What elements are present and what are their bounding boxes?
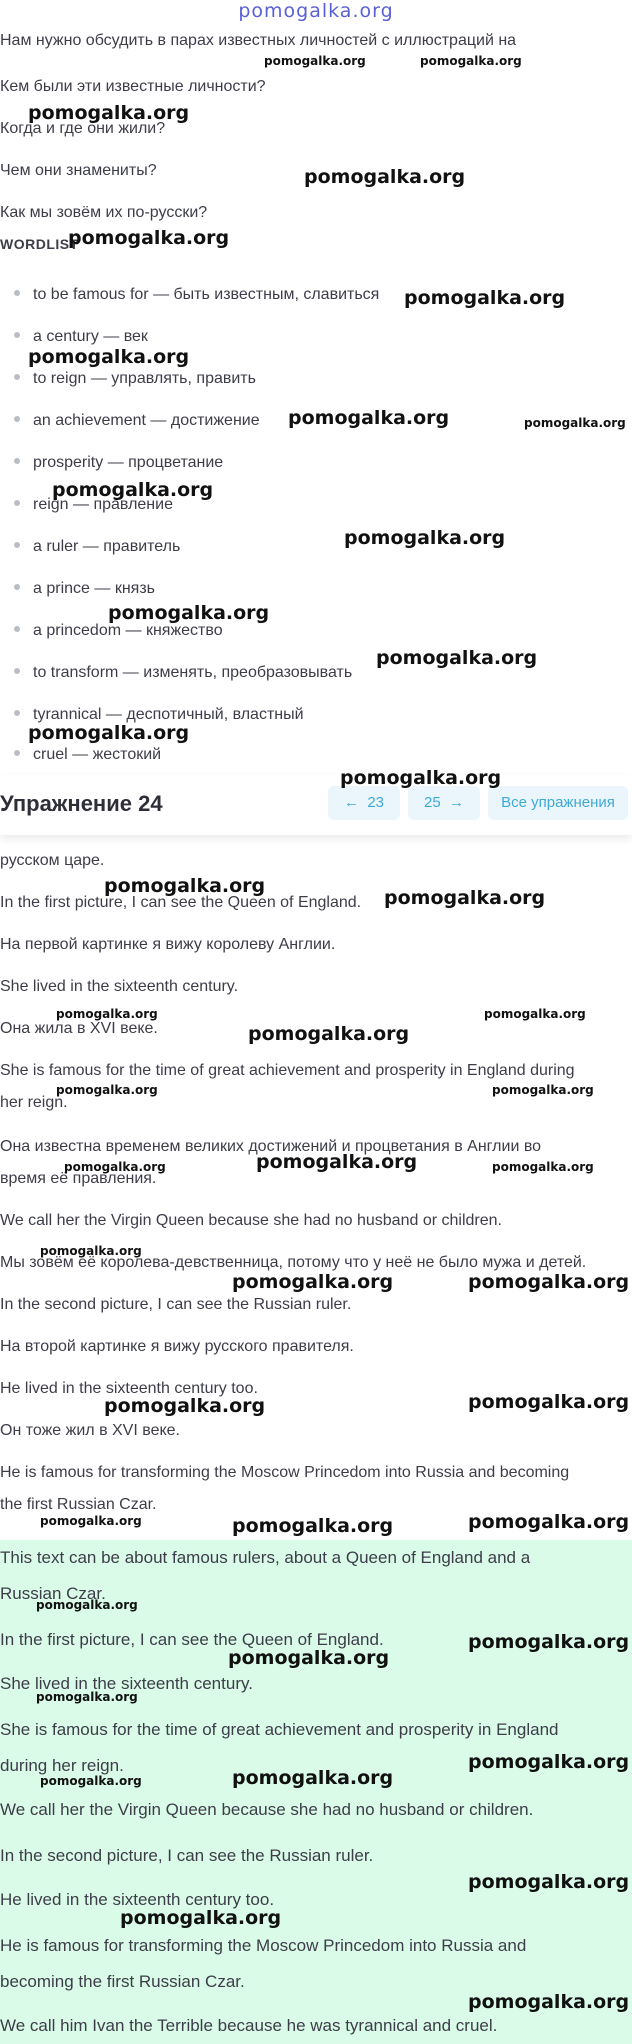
watermark: pomogalka.org bbox=[376, 647, 538, 669]
answer-line: In the second picture, I can see the Russian ruler. bbox=[0, 1296, 352, 1313]
watermark: pomogalka.org bbox=[28, 722, 190, 744]
answer-line: She lived in the sixteenth century. bbox=[0, 978, 239, 995]
watermark: pomogalka.org bbox=[468, 1991, 630, 2013]
answer-line: the first Russian Czar. bbox=[0, 1496, 157, 1513]
watermark: pomogalka.org bbox=[492, 1160, 594, 1174]
green-line: She lived in the sixteenth century. bbox=[0, 1674, 253, 1693]
question-1: Кем были эти известные личности? bbox=[0, 78, 266, 95]
watermark: pomogalka.org bbox=[468, 1871, 630, 1893]
green-line: during her reign. bbox=[0, 1756, 124, 1775]
watermark: pomogalka.org bbox=[228, 1647, 390, 1669]
green-line: He is famous for transforming the Moscow Princedom into Russia and bbox=[0, 1936, 527, 1955]
bullet-icon bbox=[14, 374, 20, 380]
wordlist-item: to reign — управлять, править bbox=[14, 368, 256, 390]
watermark: pomogalka.org bbox=[468, 1631, 630, 1653]
intro-task: Нам нужно обсудить в парах известных личностей с иллюстраций на bbox=[0, 32, 517, 49]
watermark: pomogalka.org bbox=[468, 1511, 630, 1533]
wordlist-item: an achievement — достижение bbox=[14, 410, 260, 432]
bullet-icon bbox=[14, 750, 20, 756]
watermark: pomogalka.org bbox=[40, 1774, 142, 1788]
watermark: pomogalka.org bbox=[104, 875, 266, 897]
watermark: pomogalka.org bbox=[68, 227, 230, 249]
wordlist-item: a princedom — княжество bbox=[14, 620, 223, 642]
watermark: pomogalka.org bbox=[120, 1907, 282, 1929]
green-line: We call him Ivan the Terrible because he was tyrannical and cruel. bbox=[0, 2016, 498, 2035]
answer-line: время её правления. bbox=[0, 1170, 157, 1187]
prev-exercise-button[interactable]: ← 23 bbox=[328, 786, 400, 820]
bullet-icon bbox=[14, 626, 20, 632]
green-line: In the second picture, I can see the Russian ruler. bbox=[0, 1846, 374, 1865]
watermark: pomogalka.org bbox=[344, 527, 506, 549]
green-line: He lived in the sixteenth century too. bbox=[0, 1890, 275, 1909]
bullet-icon bbox=[14, 542, 20, 548]
answer-line: На второй картинке я вижу русского правителя. bbox=[0, 1338, 354, 1355]
question-2: Когда и где они жили? bbox=[0, 120, 166, 137]
watermark: pomogalka.org bbox=[232, 1515, 394, 1537]
answer-line: Он тоже жил в XVI веке. bbox=[0, 1422, 180, 1439]
watermark: pomogalka.org bbox=[108, 602, 270, 624]
green-line: This text can be about famous rulers, about a Queen of England and a bbox=[0, 1548, 531, 1567]
watermark: pomogalka.org bbox=[232, 1271, 394, 1293]
arrow-left-icon: ← bbox=[343, 794, 359, 811]
watermark: pomogalka.org bbox=[28, 346, 190, 368]
watermark: pomogalka.org bbox=[52, 479, 214, 501]
watermark: pomogalka.org bbox=[28, 102, 190, 124]
watermark: pomogalka.org bbox=[264, 54, 366, 68]
bullet-icon bbox=[14, 500, 20, 506]
watermark: pomogalka.org bbox=[40, 1514, 142, 1528]
question-4: Как мы зовём их по-русски? bbox=[0, 204, 208, 221]
all-exercises-button[interactable]: Все упражнения bbox=[488, 786, 628, 820]
wordlist-item: tyrannical — деспотичный, властный bbox=[14, 704, 304, 726]
site-logo[interactable]: pomogalka.org bbox=[238, 0, 394, 22]
watermark: pomogalka.org bbox=[468, 1391, 630, 1413]
answer-line: He is famous for transforming the Moscow Princedom into Russia and becoming bbox=[0, 1464, 570, 1481]
answer-line: her reign. bbox=[0, 1094, 68, 1111]
wordlist-item: to transform — изменять, преобразовывать bbox=[14, 662, 352, 684]
wordlist-item: to be famous for — быть известным, славиться bbox=[14, 284, 379, 306]
answer-line: We call her the Virgin Queen because she had no husband or children. bbox=[0, 1212, 502, 1229]
wordlist-item: reign — правление bbox=[14, 494, 173, 516]
green-line: She is famous for the time of great achievement and prosperity in England bbox=[0, 1720, 559, 1739]
answer-line: русском царе. bbox=[0, 852, 105, 869]
wordlist-item: cruel — жестокий bbox=[14, 744, 161, 766]
wordlist-item: a century — век bbox=[14, 326, 148, 348]
bullet-icon bbox=[14, 290, 20, 296]
arrow-right-icon: → bbox=[449, 794, 465, 811]
green-line: Russian Czar. bbox=[0, 1584, 106, 1603]
green-line: We call her the Virgin Queen because she had no husband or children. bbox=[0, 1800, 534, 1819]
watermark: pomogalka.org bbox=[36, 1690, 138, 1704]
answer-line: На первой картинке я вижу королеву Англии. bbox=[0, 936, 336, 953]
bullet-icon bbox=[14, 416, 20, 422]
watermark: pomogalka.org bbox=[340, 767, 502, 789]
watermark: pomogalka.org bbox=[56, 1007, 158, 1021]
green-line: becoming the first Russian Czar. bbox=[0, 1972, 245, 1991]
watermark: pomogalka.org bbox=[492, 1083, 594, 1097]
bullet-icon bbox=[14, 710, 20, 716]
watermark: pomogalka.org bbox=[524, 416, 626, 430]
watermark: pomogalka.org bbox=[420, 54, 522, 68]
watermark: pomogalka.org bbox=[64, 1160, 166, 1174]
watermark: pomogalka.org bbox=[232, 1767, 394, 1789]
answer-line: Мы зовём её королева-девственница, потому что у неё не было мужа и детей. bbox=[0, 1254, 587, 1271]
watermark: pomogalka.org bbox=[288, 407, 450, 429]
watermark: pomogalka.org bbox=[56, 1083, 158, 1097]
bullet-icon bbox=[14, 584, 20, 590]
watermark: pomogalka.org bbox=[104, 1395, 266, 1417]
watermark: pomogalka.org bbox=[40, 1244, 142, 1258]
watermark: pomogalka.org bbox=[404, 287, 566, 309]
wordlist-title: WORDLIST bbox=[0, 236, 79, 252]
answer-line: She is famous for the time of great achievement and prosperity in England during bbox=[0, 1062, 575, 1079]
watermark: pomogalka.org bbox=[468, 1751, 630, 1773]
green-line: In the first picture, I can see the Queen of England. bbox=[0, 1630, 384, 1649]
watermark: pomogalka.org bbox=[248, 1023, 410, 1045]
question-3: Чем они знамениты? bbox=[0, 162, 157, 179]
watermark: pomogalka.org bbox=[36, 1598, 138, 1612]
next-exercise-button[interactable]: 25 → bbox=[408, 786, 480, 820]
answer-line: Она известна временем великих достижений и процветания в Англии во bbox=[0, 1138, 542, 1155]
watermark: pomogalka.org bbox=[468, 1271, 630, 1293]
answer-translation-block bbox=[0, 1540, 632, 2044]
answer-line: He lived in the sixteenth century too. bbox=[0, 1380, 258, 1397]
answer-line: Она жила в XVI веке. bbox=[0, 1020, 158, 1037]
watermark: pomogalka.org bbox=[304, 166, 466, 188]
watermark: pomogalka.org bbox=[256, 1151, 418, 1173]
watermark: pomogalka.org bbox=[484, 1007, 586, 1021]
exercise-title: Упражнение 24 bbox=[0, 791, 163, 816]
answer-line: In the first picture, I can see the Queen of England. bbox=[0, 894, 362, 911]
wordlist-item: a prince — князь bbox=[14, 578, 155, 600]
bullet-icon bbox=[14, 332, 20, 338]
bullet-icon bbox=[14, 458, 20, 464]
watermark: pomogalka.org bbox=[384, 887, 546, 909]
wordlist-item: prosperity — процветание bbox=[14, 452, 223, 474]
bullet-icon bbox=[14, 668, 20, 674]
wordlist-item: a ruler — правитель bbox=[14, 536, 180, 558]
